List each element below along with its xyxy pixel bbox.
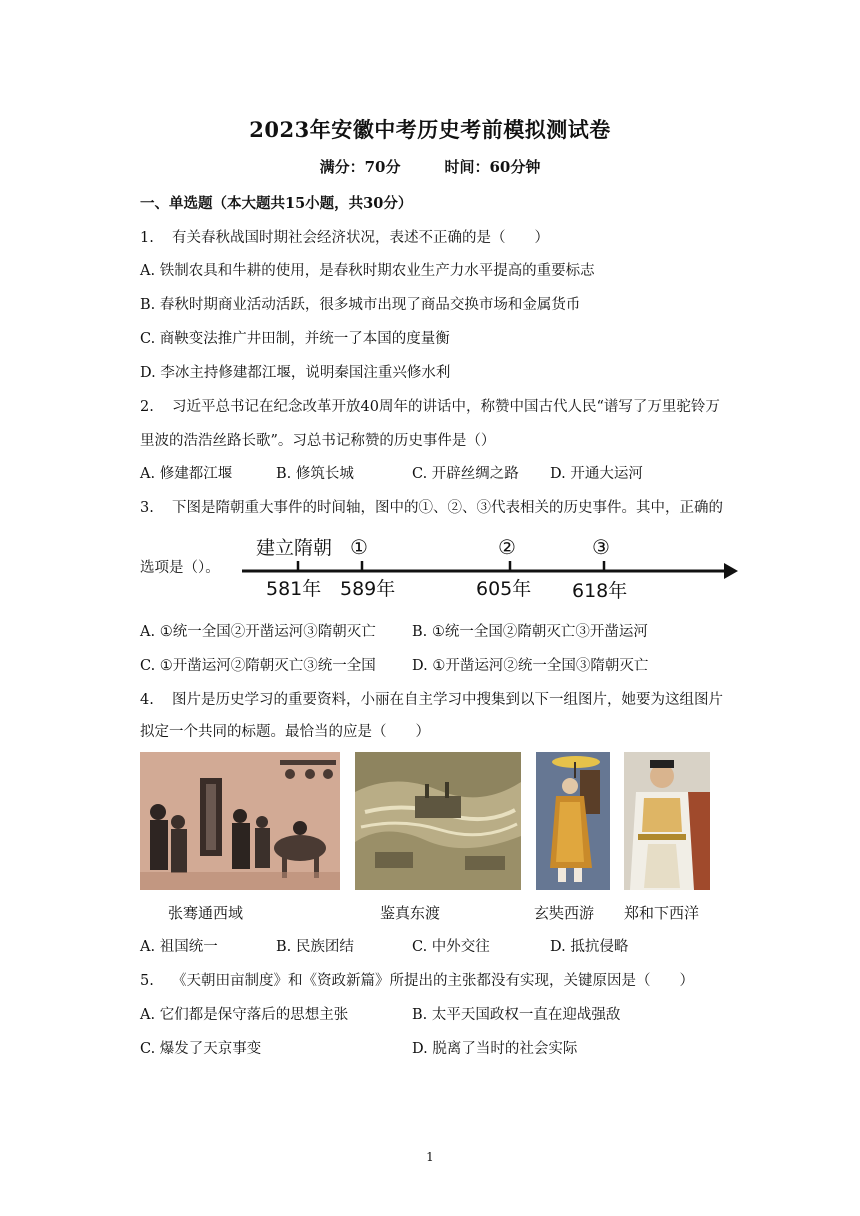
question-number: 5. (140, 973, 154, 989)
q2-option-c: C. 开辟丝绸之路 (412, 466, 519, 482)
zhang-qian-mural-image (140, 752, 340, 890)
full-score: 满分：70分 (319, 158, 401, 176)
q5-option-b: B. 太平天国政权一直在迎战强敌 (412, 1007, 621, 1023)
q5-option-d: D. 脱离了当时的社会实际 (412, 1041, 578, 1057)
caption-xuanzang: 玄奘西游 (534, 904, 595, 922)
question-3 (140, 496, 723, 517)
page-number: 1 (426, 1150, 434, 1164)
zheng-he-image (624, 752, 710, 890)
timeline-year-589: 589年 (340, 578, 396, 600)
q3-option-a: A. ①统一全国②开凿运河③隋朝灭亡 (140, 624, 376, 640)
exam-time: 时间：60分钟 (444, 158, 541, 176)
timeline-mark-1: ① (350, 535, 368, 559)
q3-option-d: D. ①开凿运河②统一全国③隋朝灭亡 (412, 658, 649, 674)
question-stem-line1: 习近平总书记在纪念改革开放40周年的讲话中，称赞中国古代人民“谱写了万里驼铃万 (172, 399, 720, 415)
timeline-year-581: 581年 (266, 578, 322, 600)
timeline-mark-2: ② (498, 535, 516, 559)
question-number: 4. (140, 692, 154, 708)
exam-title: 2023年安徽中考历史考前模拟测试卷 (249, 117, 611, 142)
question-number: 2. (140, 399, 154, 415)
section-heading: 一、单选题（本大题共15小题，共30分） (140, 195, 413, 212)
question-stem: 有关春秋战国时期社会经济状况，表述不正确的是（ ） (172, 230, 549, 246)
q4-option-b: B. 民族团结 (276, 939, 354, 955)
question-stem-line2: 选项是（）。 (140, 560, 220, 576)
question-4 (140, 688, 723, 709)
question-number: 1. (140, 230, 154, 246)
question-number: 3. (140, 500, 154, 516)
q1-option-d: D. 李冰主持修建都江堰，说明秦国注重兴修水利 (140, 365, 451, 381)
question-stem-line1: 下图是隋朝重大事件的时间轴，图中的①、②、③代表相关的历史事件。其中，正确的 (172, 500, 723, 516)
q1-option-c: C. 商鞅变法推广井田制，并统一了本国的度量衡 (140, 331, 450, 347)
question-2 (140, 395, 720, 416)
timeline-start-label: 建立隋朝 (256, 537, 333, 559)
question-1 (140, 226, 549, 247)
question-stem-line2: 里波的浩浩丝路长歌”。习总书记称赞的历史事件是（） (140, 433, 496, 449)
q5-option-a: A. 它们都是保守落后的思想主张 (140, 1007, 349, 1023)
jianzhen-scroll-image (355, 752, 521, 890)
question-stem: 《天朝田亩制度》和《资政新篇》所提出的主张都没有实现，关键原因是（ ） (172, 973, 694, 989)
q2-option-d: D. 开通大运河 (550, 466, 643, 482)
q4-picture-group (140, 752, 720, 892)
q2-option-b: B. 修筑长城 (276, 466, 354, 482)
caption-zhang-qian: 张骞通西域 (168, 904, 244, 922)
q1-option-b: B. 春秋时期商业活动活跃，很多城市出现了商品交换市场和金属货币 (140, 297, 581, 313)
q1-option-a: A. 铁制农具和牛耕的使用，是春秋时期农业生产力水平提高的重要标志 (140, 263, 595, 279)
q5-option-c: C. 爆发了天京事变 (140, 1041, 262, 1057)
q4-option-a: A. 祖国统一 (140, 939, 218, 955)
exam-subtitle (0, 156, 860, 177)
xuanzang-image (536, 752, 610, 890)
q4-option-d: D. 抵抗侵略 (550, 939, 629, 955)
caption-jianzhen: 鉴真东渡 (380, 904, 441, 922)
timeline-mark-3: ③ (592, 535, 610, 559)
caption-zheng-he: 郑和下西洋 (624, 904, 700, 922)
q4-option-c: C. 中外交往 (412, 939, 490, 955)
question-5 (140, 969, 694, 990)
question-stem-line2: 拟定一个共同的标题。最恰当的应是（ ） (140, 724, 430, 740)
q3-option-c: C. ①开凿运河②隋朝灭亡③统一全国 (140, 658, 376, 674)
question-stem-line1: 图片是历史学习的重要资料，小丽在自主学习中搜集到以下一组图片，她要为这组图片 (172, 692, 723, 708)
timeline-year-605: 605年 (476, 578, 532, 600)
q2-option-a: A. 修建都江堰 (140, 466, 233, 482)
sui-timeline-figure (236, 527, 746, 607)
q3-option-b: B. ①统一全国②隋朝灭亡③开凿运河 (412, 624, 648, 640)
timeline-arrowhead (724, 563, 738, 579)
timeline-year-618: 618年 (572, 580, 628, 602)
